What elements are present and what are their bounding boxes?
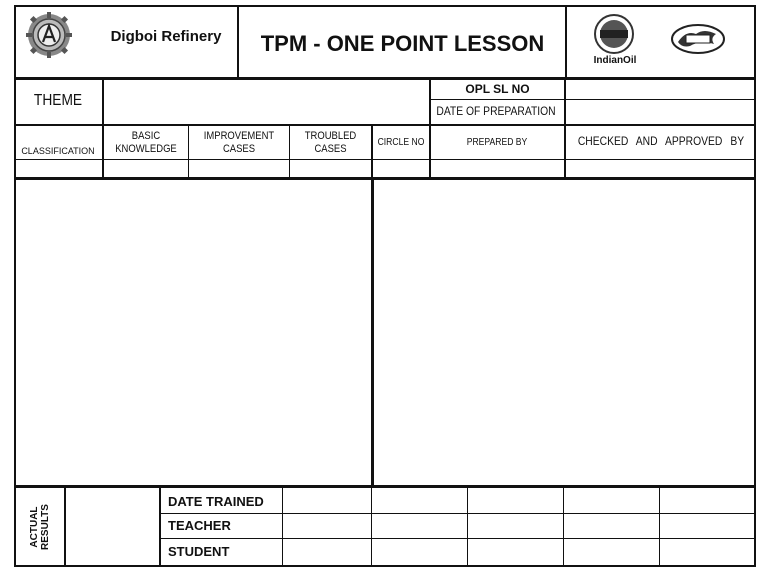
company-name: Digboi Refinery xyxy=(110,28,222,46)
date-trained-label: DATE TRAINED xyxy=(168,494,264,509)
prepared-by-label: PREPARED BY xyxy=(466,137,528,149)
assamoil-logo-icon xyxy=(670,22,726,56)
improvement-cases-label: IMPROVEMENT CASES xyxy=(203,130,275,155)
header-vline-2 xyxy=(565,5,567,78)
date-of-preparation-label: DATE OF PREPARATION xyxy=(436,104,556,119)
header-vline-1 xyxy=(237,5,239,78)
classification-label: CLASSIFICATION xyxy=(21,145,95,156)
content-left-panel[interactable] xyxy=(16,180,371,485)
basic-knowledge-field[interactable] xyxy=(104,160,188,177)
student-label: STUDENT xyxy=(168,544,230,559)
theme-hline-mid xyxy=(430,99,756,100)
circle-no-field[interactable] xyxy=(373,160,429,177)
results-vline-2 xyxy=(159,487,161,567)
actual-results-label: ACTUAL RESULTS xyxy=(29,504,51,550)
teacher-cells[interactable] xyxy=(283,514,755,538)
indianoil-logo-icon xyxy=(594,14,634,54)
content-right-panel[interactable] xyxy=(374,180,754,485)
page-title: TPM - ONE POINT LESSON xyxy=(260,31,545,57)
troubled-cases-field[interactable] xyxy=(290,160,371,177)
digboi-logo-icon xyxy=(26,12,72,58)
basic-knowledge-label: BASIC KNOWLEDGE xyxy=(115,130,177,155)
troubled-cases-label: TROUBLED CASES xyxy=(304,130,357,155)
date-trained-cells[interactable] xyxy=(283,488,755,513)
prepared-by-field[interactable] xyxy=(431,160,564,177)
checked-approved-label: CHECKED AND APPROVED BY xyxy=(577,134,745,149)
teacher-label: TEACHER xyxy=(168,518,231,533)
opl-sl-no-field[interactable] xyxy=(566,80,754,99)
student-cells[interactable] xyxy=(283,539,755,565)
theme-label: THEME xyxy=(33,91,83,109)
indianoil-label: IndianOil xyxy=(593,55,637,67)
theme-value-field[interactable] xyxy=(104,80,429,124)
circle-no-label: CIRCLE NO xyxy=(377,137,425,149)
results-vline-1 xyxy=(64,487,66,567)
checked-approved-field[interactable] xyxy=(566,160,754,177)
improvement-cases-field[interactable] xyxy=(189,160,289,177)
theme-row-bottom xyxy=(14,124,756,126)
opl-sl-no-label: OPL SL NO xyxy=(465,81,530,96)
date-of-preparation-field[interactable] xyxy=(566,101,754,123)
